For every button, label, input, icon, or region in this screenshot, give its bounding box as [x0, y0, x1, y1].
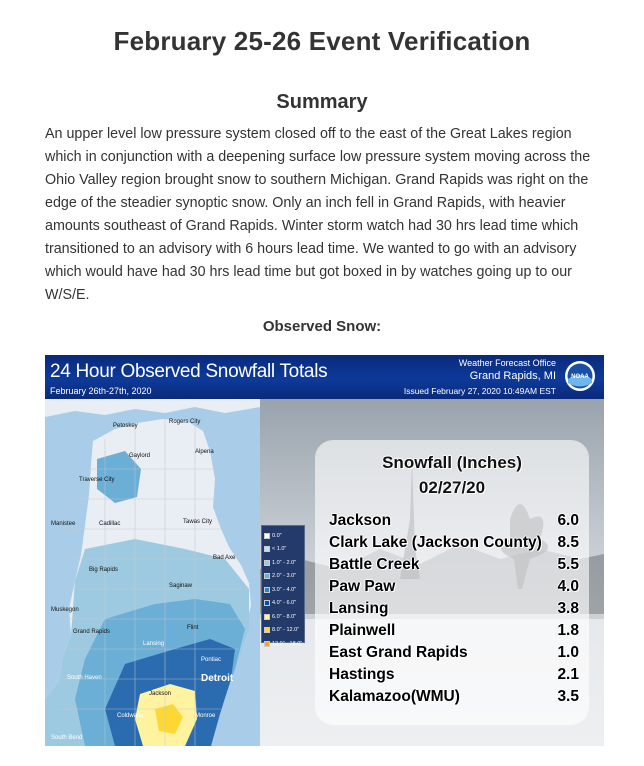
snowfall-legend: [261, 525, 305, 647]
wfo-label: Weather Forecast Office: [458, 358, 556, 368]
location-name: Jackson: [329, 512, 392, 529]
legend-row: [264, 610, 302, 624]
legend-swatch: [264, 587, 270, 593]
legend-label: 2.0" - 3.0": [272, 573, 297, 580]
legend-swatch: [264, 641, 270, 647]
city-label: Lansing: [143, 641, 165, 647]
city-label: Saginaw: [169, 583, 193, 589]
page-title: February 25-26 Event Verification: [113, 26, 531, 56]
snowfall-value: 3.8: [557, 600, 579, 617]
snowfall-value: 6.0: [557, 512, 579, 529]
snowfall-panel: [315, 440, 589, 725]
legend-label: 8.0" - 12.0": [272, 627, 300, 634]
location-name: Paw Paw: [329, 578, 396, 595]
snowfall-value: 5.5: [557, 556, 579, 573]
snowfall-value: 4.0: [557, 578, 579, 595]
city-label: Traverse City: [79, 477, 115, 483]
location-name: East Grand Rapids: [329, 644, 468, 661]
snowfall-row: [329, 666, 579, 686]
city-label: Manistee: [51, 521, 76, 527]
city-label: Grand Rapids: [73, 629, 111, 635]
legend-label: 4.0" - 6.0": [272, 600, 297, 607]
city-label: Petoskey: [113, 423, 138, 429]
location-name: Clark Lake (Jackson County): [329, 534, 542, 551]
location-name: Hastings: [329, 666, 395, 683]
noaa-logo: [564, 360, 596, 392]
city-label: Big Rapids: [89, 567, 119, 573]
location-name: Battle Creek: [329, 556, 420, 573]
city-label: Flint: [187, 625, 199, 631]
snowfall-value: 1.0: [557, 644, 579, 661]
noaa-logo-text: NOAA: [571, 374, 589, 380]
legend-row: [264, 624, 302, 638]
snowfall-row: [329, 688, 579, 708]
city-label: Cadillac: [99, 521, 121, 527]
legend-label: < 1.0": [272, 546, 287, 553]
city-label: Tawas City: [183, 519, 213, 525]
city-label: Gaylord: [129, 453, 151, 459]
legend-swatch: [264, 627, 270, 633]
snowfall-row: [329, 600, 579, 620]
city-label: Detroit: [201, 673, 234, 684]
snowfall-row: [329, 534, 579, 554]
snowfall-value: 8.5: [557, 534, 579, 551]
city-label: Rogers City: [169, 419, 201, 425]
legend-swatch: [264, 614, 270, 620]
snowfall-row: [329, 512, 579, 532]
banner-date: February 26th-27th, 2020: [50, 386, 152, 396]
city-label: Muskegon: [51, 607, 79, 613]
city-label: Pontiac: [201, 657, 222, 663]
legend-row: [264, 597, 302, 611]
legend-label: 12.0" - 18.0": [272, 640, 303, 647]
snowfall-row: [329, 622, 579, 642]
location-name: Lansing: [329, 600, 389, 617]
summary-heading: Summary: [276, 91, 368, 113]
city-label: Alpena: [195, 449, 214, 455]
legend-row: [264, 556, 302, 570]
summary-paragraph: An upper level low pressure system closed off to the east of the Great Lakes region which in conjunction with a deepening surface low pressure system moving across the Ohio Valley region brought snow to southern Michigan. Grand Rapids was right on the edge of the steadier synoptic snow. Only an inch fell in Grand Rapids, with heavier amounts southeast of Grand Rapids. Winter storm watch had 30 hrs lead time which transitioned to an advisory with 6 hours lead time. We wanted to go with an advisory which would have had 30 hrs lead time but got boxed in by watches going up to our W/S/E.: [45, 126, 591, 303]
city-label: Monroe: [195, 713, 216, 719]
snowfall-row: [329, 556, 579, 576]
city-label: South Bend: [51, 735, 83, 741]
snowfall-graphic: [45, 355, 604, 746]
legend-swatch: [264, 533, 270, 539]
legend-swatch: [264, 546, 270, 552]
issued-time: Issued February 27, 2020 10:49AM EST: [403, 386, 556, 396]
legend-row: [264, 570, 302, 584]
location-name: Plainwell: [329, 622, 396, 639]
panel-title: Snowfall (Inches): [382, 453, 522, 472]
legend-label: 6.0" - 8.0": [272, 613, 297, 620]
legend-row: [264, 583, 302, 597]
legend-swatch: [264, 560, 270, 566]
city-label: Coldwater: [117, 713, 145, 719]
legend-label: 0.0": [272, 532, 282, 539]
legend-label: 3.0" - 4.0": [272, 586, 297, 593]
legend-label: 1.0" - 2.0": [272, 559, 297, 566]
michigan-snowfall-map: [45, 399, 260, 746]
legend-swatch: [264, 600, 270, 606]
snowfall-row: [329, 578, 579, 598]
snowfall-row: [329, 644, 579, 664]
snowfall-value: 1.8: [557, 622, 579, 639]
city-label: Bad Axe: [213, 555, 236, 561]
legend-row: [264, 529, 302, 543]
observed-snow-heading: Observed Snow:: [262, 318, 382, 335]
legend-swatch: [264, 573, 270, 579]
office-name: Grand Rapids, MI: [469, 370, 556, 382]
legend-row: [264, 637, 302, 651]
banner-title: 24 Hour Observed Snowfall Totals: [50, 361, 328, 382]
city-label: South Haven: [67, 675, 102, 681]
location-name: Kalamazoo(WMU): [329, 688, 460, 705]
city-label: Jackson: [149, 691, 172, 697]
legend-row: [264, 543, 302, 557]
panel-date: 02/27/20: [418, 478, 486, 497]
graphic-banner: [45, 355, 604, 399]
snowfall-value: 2.1: [557, 666, 579, 683]
snowfall-value: 3.5: [557, 688, 579, 705]
